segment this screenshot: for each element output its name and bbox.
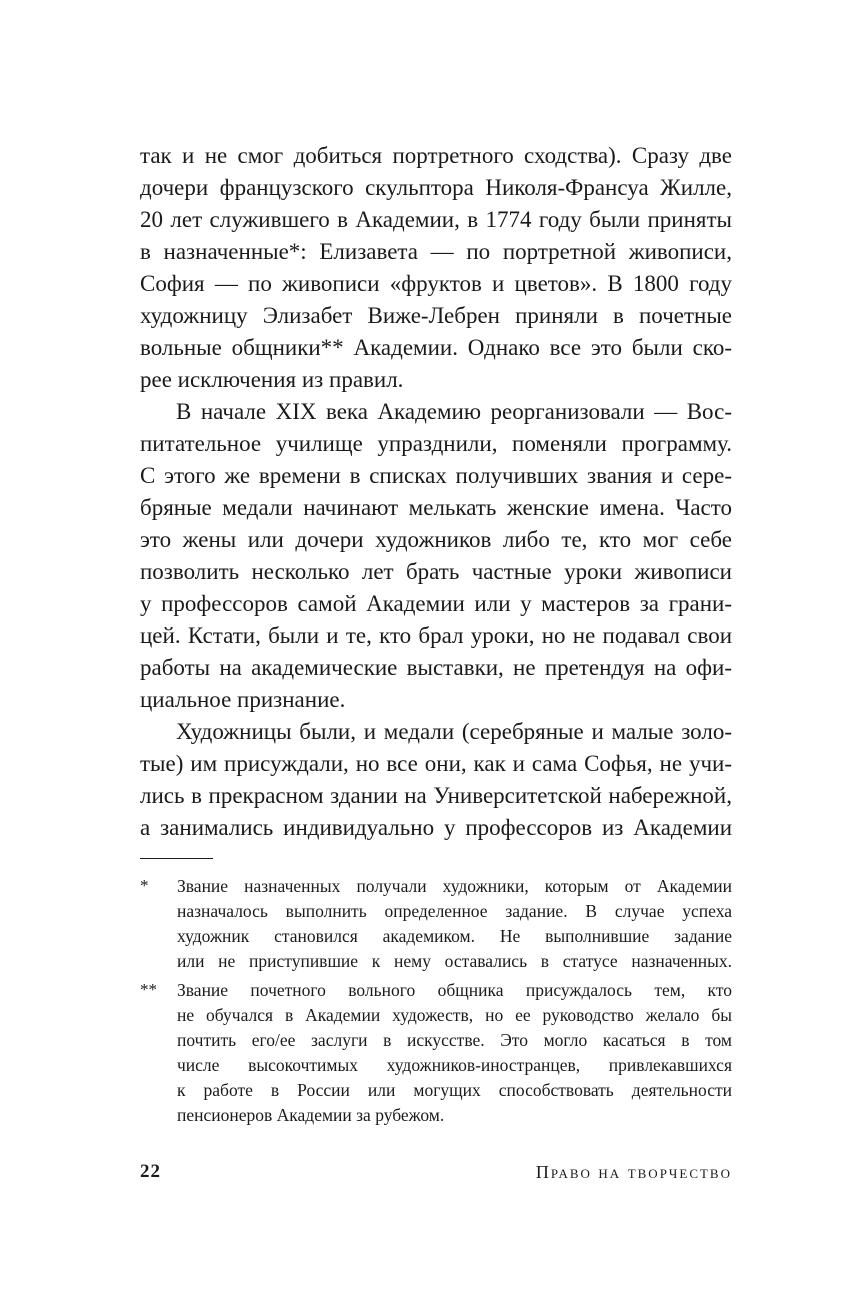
body-line-6: художницу Элизабет Виже-Лебрен приняли в почетные [140, 303, 732, 328]
footnote-2-mark: ** [140, 980, 157, 999]
footnote-2-line-3: почтить его/ее заслуги в искусстве. Это могло касаться в том [177, 1030, 732, 1050]
body-line-10: питательное училище упразднили, поменяли программу. [140, 431, 732, 456]
footnote-1-line-3: художник становился академиком. Не выполнившие задание [177, 926, 732, 946]
footnote-divider [140, 858, 213, 859]
body-line-1: так и не смог добиться портретного сходства). Сразу две [140, 143, 732, 168]
footnote-1-line-1: Звание назначенных получали художники, которым от Академии [177, 876, 732, 896]
body-line-2: дочери французского скульптора Николя-Франсуа Жилле, [140, 175, 732, 200]
body-line-18: циальное признание. [140, 687, 346, 712]
page-number: 22 [140, 1161, 161, 1182]
footnote-2-line-4: числе высокочтимых художников-иностранцев, привлекавшихся [177, 1055, 732, 1075]
body-line-16: цей. Кстати, были и те, кто брал уроки, но не подавал свои [140, 623, 732, 648]
footnote-2-line-5: к работе в России или могущих способствовать деятельности [177, 1080, 732, 1100]
body-line-8: рее исключения из правил. [140, 367, 404, 392]
body-line-9: В начале XIX века Академию реорганизовали — Вос- [176, 399, 732, 424]
body-line-19: Художницы были, и медали (серебряные и малые золо- [176, 719, 732, 744]
footnote-1-line-2: назначалось выполнить определенное задание. В случае успеха [177, 901, 732, 921]
body-line-11: С этого же времени в списках получивших звания и сере- [140, 463, 732, 488]
footnote-1-line-4: или не приступившие к нему оставались в статусе назначенных. [177, 951, 732, 971]
body-line-13: это жены или дочери художников либо те, кто мог себе [140, 527, 732, 552]
body-line-21: лись в прекрасном здании на Университетской набережной, [140, 783, 732, 808]
footnote-1-mark: * [140, 876, 149, 895]
body-line-15: у профессоров самой Академии или у мастеров за грани- [140, 591, 732, 616]
footnote-2-line-2: не обучался в Академии художеств, но ее руководство желало бы [177, 1005, 732, 1025]
body-line-5: София — по живописи «фруктов и цветов». В 1800 году [140, 271, 732, 296]
footnote-2-line-6: пенсионеров Академии за рубежом. [177, 1105, 445, 1125]
body-line-17: работы на академические выставки, не претендуя на офи- [140, 655, 732, 680]
body-line-14: позволить несколько лет брать частные уроки живописи [140, 559, 732, 584]
body-line-3: 20 лет служившего в Академии, в 1774 году были приняты [140, 207, 732, 232]
body-line-7: вольные общники** Академии. Однако все это были ско- [140, 335, 732, 360]
body-line-20: тые) им присуждали, но все они, как и сама Софья, не учи- [140, 751, 732, 776]
running-title: Право на творчество [535, 1162, 732, 1182]
body-line-12: бряные медали начинают мелькать женские имена. Часто [140, 495, 732, 520]
body-line-4: в назначенные*: Елизавета — по портретной живописи, [140, 239, 732, 264]
body-line-22: а занимались индивидуально у профессоров из Академии [140, 815, 732, 840]
footnote-2-line-1: Звание почетного вольного общника присуждалось тем, кто [177, 980, 732, 1000]
